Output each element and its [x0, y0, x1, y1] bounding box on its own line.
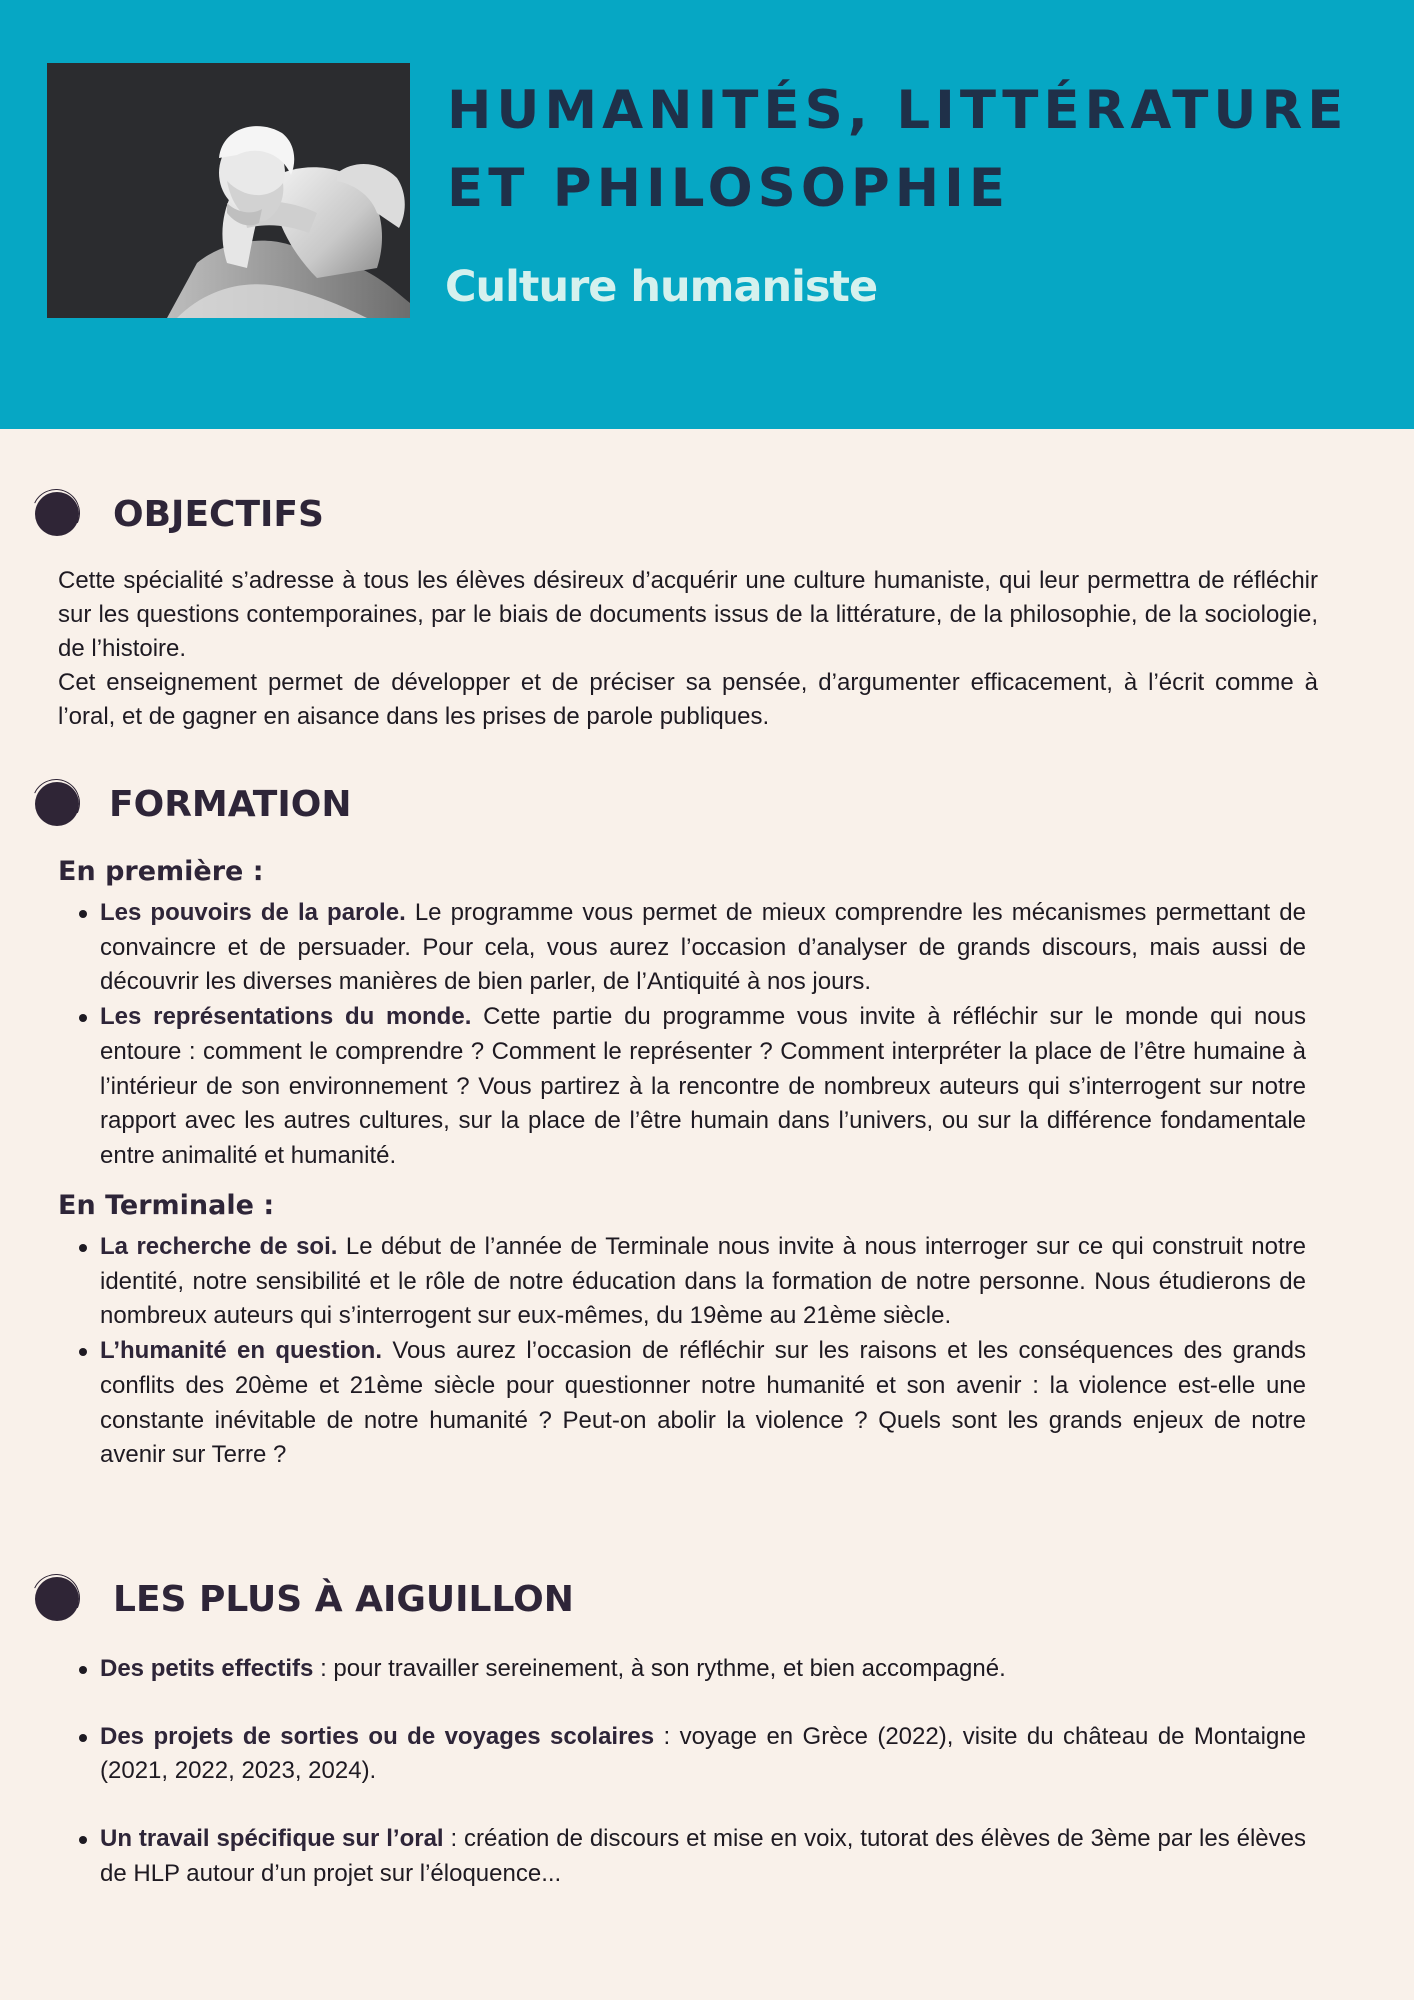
- title-line-2: ET PHILOSOPHIE: [447, 158, 1011, 219]
- list-item: [100, 1822, 1306, 1891]
- section-title: OBJECTIFS: [113, 493, 324, 535]
- page-title: [447, 72, 1387, 228]
- item-text: Le début de l’année de Terminale nous invite à nous interroger sur ce qui construit notre identité, notre sensibilité et le rôle de notre éducation dans la formation de notre personne. Nous étudierons de nombreux auteurs qui s’interrogent sur eux-mêmes, du 19ème au 21ème siècle.: [100, 1233, 1306, 1330]
- circle-bullet-icon: [35, 782, 79, 826]
- item-bold: L’humanité en question.: [100, 1337, 382, 1365]
- section-title: FORMATION: [109, 783, 352, 825]
- item-text: : création de discours et mise en voix, tutorat des élèves de 3ème par les élèves de HLP autour d’un projet sur l’éloquence...: [100, 1825, 1306, 1887]
- item-bold: Les représentations du monde.: [100, 1003, 472, 1031]
- list-item: [100, 1334, 1306, 1473]
- item-text: : pour travailler sereinement, à son rythme, et bien accompagné.: [313, 1655, 1006, 1682]
- circle-bullet-icon: [35, 492, 79, 536]
- list-item: [100, 1230, 1306, 1334]
- section-plus-heading: [35, 1574, 574, 1624]
- objectifs-text: [58, 564, 1318, 734]
- title-line-1: HUMANITÉS, LITTÉRATURE: [447, 80, 1349, 141]
- item-text: Le programme vous permet de mieux comprendre les mécanismes permettant de convaincre et de persuader. Pour cela, vous aurez l’occasion d’analyser de grands discours, mais aussi de découvrir les diverses manières de bien parler, de l’Antiquité à nos jours.: [100, 899, 1306, 996]
- item-text: Cette partie du programme vous invite à réfléchir sur le monde qui nous entoure : comment le comprendre ? Comment le représenter ? Comment interpréter la place de l’être humaine à l’intérieur de son environnement ? Vous partirez à la rencontre de nombreux auteurs qui s’interrogent sur notre rapport avec les autres cultures, sur la place de l’être humain dans l’univers, ou sur la différence fondamentale entre animalité et humanité.: [100, 1003, 1307, 1169]
- list-item: [100, 1720, 1306, 1789]
- header-banner: [0, 0, 1414, 429]
- section-objectifs-heading: [35, 489, 324, 539]
- premiere-list: [100, 896, 1306, 1174]
- item-bold: La recherche de soi.: [100, 1233, 338, 1260]
- statue-photo-icon: [47, 63, 410, 318]
- item-text: : voyage en Grèce (2022), visite du château de Montaigne (2021, 2022, 2023, 2024).: [100, 1722, 1307, 1785]
- item-bold: Des petits effectifs: [100, 1655, 314, 1682]
- item-bold: Les pouvoirs de la parole.: [100, 899, 406, 926]
- terminale-list: [100, 1230, 1306, 1473]
- objectifs-paragraph-1: Cette spécialité s’adresse à tous les élèves désireux d’acquérir une culture humaniste, qui leur permettra de réfléchir sur les questions contemporaines, par le biais de documents issus de la littérature, de la philosophie, de la sociologie, de l’histoire.: [58, 567, 1318, 662]
- item-bold: Des projets de sorties ou de voyages scolaires: [100, 1722, 655, 1750]
- section-title: LES PLUS À AIGUILLON: [113, 1578, 574, 1620]
- page-subtitle: Culture humaniste: [445, 262, 878, 312]
- item-text: Vous aurez l’occasion de réfléchir sur les raisons et les conséquences des grands conflits des 20ème et 21ème siècle pour questionner notre humanité et son avenir : la violence est-elle une constante inévitable de notre humanité ? Peut-on abolir la violence ? Quels sont les grands enjeux de notre avenir sur Terre ?: [100, 1337, 1306, 1469]
- objectifs-paragraph-2: Cet enseignement permet de développer et de préciser sa pensée, d’argumenter efficacement, à l’écrit comme à l’oral, et de gagner en aisance dans les prises de parole publiques.: [58, 669, 1318, 730]
- list-item: [100, 1000, 1306, 1174]
- item-bold: Un travail spécifique sur l’oral: [100, 1825, 444, 1853]
- premiere-label: En première :: [58, 856, 264, 887]
- list-item: [100, 1652, 1306, 1687]
- list-item: [100, 896, 1306, 1000]
- circle-bullet-icon: [35, 1577, 79, 1621]
- terminale-label: En Terminale :: [58, 1190, 275, 1221]
- section-formation-heading: [35, 779, 352, 829]
- plus-list: [100, 1652, 1306, 1892]
